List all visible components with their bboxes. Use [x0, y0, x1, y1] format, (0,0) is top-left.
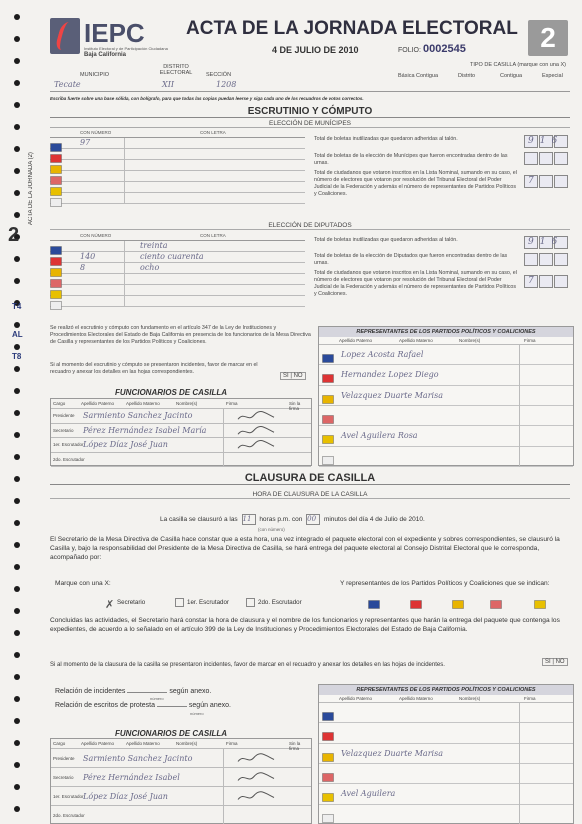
func-cargo: 1er. Escrutador: [53, 793, 84, 799]
total-value: 7: [528, 276, 540, 286]
binder-hole: [14, 278, 20, 284]
votes-row: [50, 274, 305, 285]
side-number: 2: [8, 224, 20, 246]
seccion-value[interactable]: 1208: [216, 80, 237, 89]
func-header-row: [51, 399, 311, 409]
tipo-especial: Especial: [542, 73, 563, 79]
escrutinio-paragraph-2: Si al momento del escrutinio y cómputo se presentaron incidentes, favor de marcar en el recuadro y anexar los detalles en las hojas correspondientes.: [50, 362, 258, 375]
dip-col-letra: CON LETRA: [200, 233, 226, 238]
votes-row: [50, 252, 305, 263]
folio-label: FOLIO:: [398, 47, 421, 54]
binder-hole: [14, 740, 20, 746]
reps-row: [319, 744, 573, 764]
party-logo-icon: [322, 810, 334, 824]
func-cargo: 2do. Escrutador: [53, 812, 85, 818]
func-cargo: 1er. Escrutador: [53, 442, 84, 448]
reps-title: REPRESENTANTES DE LOS PARTIDOS POLÍTICOS Y COALICIONES: [319, 327, 573, 337]
relacion-protesta: Relación de escritos de protesta según anexo.: [55, 702, 231, 709]
reps-row: [319, 723, 573, 743]
reps-col-header: Firma: [524, 696, 536, 701]
location-fill-row: [50, 80, 570, 92]
total-digit-box[interactable]: [554, 275, 568, 288]
party-logo-icon[interactable]: [410, 596, 424, 608]
func-col-header: Sin la firma: [289, 741, 301, 751]
func-row: [51, 787, 311, 806]
votes-row: [50, 193, 305, 204]
distrito-value[interactable]: XII: [162, 80, 175, 89]
marque-label: Marque con una X:: [55, 580, 111, 587]
funcionarios-title-2: FUNCIONARIOS DE CASILLA: [115, 729, 227, 738]
side-code-1: T4: [12, 302, 22, 311]
func-col-header: Cargo: [53, 401, 66, 406]
total-digit-box[interactable]: [539, 253, 553, 266]
votes-row: [50, 138, 305, 149]
binder-holes: [0, 0, 24, 824]
signature-icon: [236, 439, 276, 452]
tipo-contigua-2: Contigua: [500, 73, 523, 79]
party-logo-icon: [50, 297, 64, 306]
document-title: ACTA DE LA JORNADA ELECTORAL: [186, 18, 518, 39]
opt-2do-escrutador[interactable]: 2do. Escrutador: [246, 598, 302, 607]
con-numero-label: (con número): [258, 527, 285, 532]
votes-row: [50, 171, 305, 182]
clausura-title: CLAUSURA DE CASILLA: [50, 472, 570, 485]
binder-hole: [14, 168, 20, 174]
reps-col-header: Apellido Materno: [399, 696, 433, 701]
votes-row: [50, 160, 305, 171]
minutos-box[interactable]: 00: [306, 514, 320, 525]
side-code-2: AL: [12, 330, 23, 339]
binder-hole: [14, 388, 20, 394]
diputados-votes-table: [50, 240, 305, 307]
votes-row: [50, 241, 305, 252]
votes-number[interactable]: 8: [80, 263, 86, 272]
binder-hole: [14, 36, 20, 42]
party-logo-icon[interactable]: [490, 596, 504, 608]
reps-col-header: Apellido Paterno: [339, 338, 373, 343]
vertical-label: ACTA DE LA JORNADA (2): [28, 152, 34, 225]
clausura-paragraph-1: El Secretario de la Mesa Directiva de Casilla hace constar que a esta hora, una vez integrado el paquete electoral con el expediente y sobres correspondientes, se clausuró la Casilla y, bajo la responsabilidad del Presidente de la Mesa Directiva de Casilla, se hará entrega del paquete electoral al Consejo Distrital Electoral que le corresponda, acompañado por:: [50, 536, 560, 562]
func-cargo: Secretario: [53, 774, 74, 780]
func-cargo: 2do. Escrutador: [53, 456, 85, 462]
func-cargo: Presidente: [53, 413, 75, 419]
func-row: [51, 453, 311, 468]
dip-total-1: Total de boletas inutilizadas que quedaron adheridas al talón.: [314, 237, 458, 243]
reps-row: [319, 345, 573, 365]
munis-col-letra: CON LETRA: [200, 130, 226, 135]
votes-row: [50, 182, 305, 193]
party-logo-icon[interactable]: [452, 596, 466, 608]
seccion-label: SECCIÓN: [206, 72, 232, 78]
binder-hole: [14, 256, 20, 262]
func-cargo: Secretario: [53, 427, 74, 433]
reps-row: [319, 365, 573, 385]
binder-hole: [14, 322, 20, 328]
votes-row: [50, 263, 305, 274]
total-digit-box[interactable]: [554, 152, 568, 165]
votes-row: [50, 149, 305, 160]
binder-hole: [14, 630, 20, 636]
escrutinio-title: ESCRUTINIO Y CÓMPUTO: [50, 106, 570, 118]
relacion-incidentes: Relación de incidentes según anexo.: [55, 688, 212, 695]
votes-number[interactable]: 140: [80, 252, 96, 261]
binder-hole: [14, 718, 20, 724]
binder-hole: [14, 344, 20, 350]
func-row: [51, 424, 311, 439]
logo-subtitle: Instituto Electoral y de Participación Ciudadana: [84, 46, 168, 51]
func-col-header: Apellido Paterno: [81, 741, 115, 746]
reps-col-header: Apellido Materno: [399, 338, 433, 343]
votes-row: [50, 296, 305, 307]
document-date: 4 DE JULIO DE 2010: [272, 45, 359, 55]
party-logo-icon: [50, 139, 64, 148]
votes-words[interactable]: treinta: [140, 241, 168, 250]
total-digit-box[interactable]: [524, 253, 538, 266]
binder-hole: [14, 696, 20, 702]
func-col-header: Apellido Materno: [126, 401, 160, 406]
binder-hole: [14, 58, 20, 64]
binder-hole: [14, 520, 20, 526]
reps-title: REPRESENTANTES DE LOS PARTIDOS POLÍTICOS Y COALICIONES: [319, 685, 573, 695]
hora-clausura-title: HORA DE CLAUSURA DE LA CASILLA: [50, 491, 570, 499]
party-logo-icon[interactable]: [534, 596, 548, 608]
func-col-header: Cargo: [53, 741, 66, 746]
binder-hole: [14, 146, 20, 152]
municipio-value[interactable]: Tecate: [54, 80, 81, 89]
func-col-header: Firma: [226, 401, 238, 406]
func-col-header: Sin la firma: [289, 401, 301, 411]
total-digit-box[interactable]: [554, 253, 568, 266]
munis-total-1: Total de boletas inutilizadas que quedaron adheridas al talón.: [314, 136, 458, 142]
party-logo-icon: [50, 172, 64, 181]
func-name[interactable]: López Díaz José Juan: [83, 440, 168, 450]
func-name[interactable]: Pérez Hernández Isabel: [83, 772, 180, 782]
munis-total-2: Total de boletas de la elección de Munícipes que fueron encontradas dentro de las urnas.: [314, 153, 508, 166]
func-name[interactable]: López Díaz José Juan: [83, 791, 168, 801]
func-cargo: Presidente: [53, 755, 75, 761]
rep-name[interactable]: Hernandez Lopez Diego: [341, 370, 439, 380]
binder-hole: [14, 454, 20, 460]
side-code-3: T8: [12, 352, 22, 361]
rep-name[interactable]: Velazquez Duarte Marisa: [341, 390, 443, 400]
func-row: [51, 768, 311, 787]
binder-hole: [14, 542, 20, 548]
party-logo-icon: [50, 161, 64, 170]
rep-name[interactable]: Lopez Acosta Rafael: [341, 350, 424, 360]
binder-hole: [14, 674, 20, 680]
funcionarios-title-1: FUNCIONARIOS DE CASILLA: [115, 388, 227, 397]
reps-col-header: Nombre(s): [459, 696, 481, 701]
logo-mark-icon: [50, 18, 80, 54]
hora-box[interactable]: 11: [242, 514, 256, 525]
reps-col-header: Apellido Paterno: [339, 696, 373, 701]
opt-1er-escrutador[interactable]: 1er. Escrutador: [175, 598, 229, 607]
binder-hole: [14, 212, 20, 218]
tipo-distrito: Distrito: [458, 73, 476, 79]
votes-number[interactable]: 97: [80, 138, 91, 147]
reps-col-header-row: [319, 695, 573, 703]
funcionarios-table-2: [50, 738, 312, 824]
munis-title: ELECCIÓN DE MUNÍCIPES: [50, 120, 570, 128]
func-col-header: Firma: [226, 741, 238, 746]
party-logo-icon: [50, 242, 64, 251]
binder-hole: [14, 784, 20, 790]
binder-hole: [14, 564, 20, 570]
funcionarios-table-1: [50, 398, 312, 466]
total-value: 7: [528, 176, 540, 186]
signature-icon: [236, 410, 276, 423]
binder-hole: [14, 652, 20, 658]
binder-hole: [14, 586, 20, 592]
clausura-paragraph-3: Si al momento de la clausura de la casilla se presentaron incidentes, favor de marcar en el recuadro y anexar los detalles en las hojas de incidentes.: [50, 662, 445, 668]
func-name[interactable]: Sarmiento Sanchez Jacinto: [83, 411, 193, 421]
party-logo-icon: [50, 183, 64, 192]
func-name[interactable]: Pérez Hernández Isabel María: [83, 425, 207, 435]
dip-total-3: Total de ciudadanos que votaron inscritos en la Lista Nominal, sumando en su caso, el número de electores que votaron por resolución del Tribunal Electoral del Poder Judicial de la Federación y además el número de representantes de Partidos Políticos y Coaliciones.: [314, 270, 517, 297]
signature-icon: [236, 769, 276, 786]
total-digit-box[interactable]: [539, 152, 553, 165]
binder-hole: [14, 14, 20, 20]
func-col-header: Nombre(s): [176, 741, 198, 746]
total-value: 916: [528, 237, 564, 247]
total-digit-box[interactable]: [539, 275, 553, 288]
reps-row: [319, 703, 573, 723]
binder-hole: [14, 366, 20, 372]
tipo-basica: Básica: [398, 73, 415, 79]
func-col-header: Apellido Materno: [126, 741, 160, 746]
func-row: [51, 409, 311, 424]
hora-line: La casilla se clausuró a las 11 horas p.m. con 00 minutos del día 4 de Julio de 2010.: [160, 515, 425, 524]
numero-label-1: número: [150, 696, 164, 701]
dip-col-num: CON NÚMERO: [80, 233, 112, 238]
reps-row: [319, 805, 573, 824]
distrito-label: DISTRITO ELECTORAL: [159, 64, 193, 76]
votes-words[interactable]: ciento cuarenta: [140, 252, 204, 261]
numero-label-2: número: [190, 711, 204, 716]
binder-hole: [14, 608, 20, 614]
party-logo-icon: [50, 264, 64, 273]
munis-col-num: CON NÚMERO: [80, 130, 112, 135]
reps-col-header: Nombre(s): [459, 338, 481, 343]
func-row: [51, 438, 311, 453]
munis-votes-table: [50, 137, 305, 204]
func-col-header: Apellido Paterno: [81, 401, 115, 406]
party-logo-icon: [50, 286, 64, 295]
municipio-label: MUNICIPIO: [80, 72, 110, 78]
func-col-header: Nombre(s): [176, 401, 198, 406]
clausura-paragraph-2: Concluidas las actividades, el Secretario hará constar la hora de clausura y el nombre de los funcionarios y representantes que harán la entrega del paquete que contenga los expedientes, de acuerdo a lo señalado en el artículo 399 de la Ley de Instituciones y Procedimientos Electorales del Estado de Baja California.: [50, 617, 560, 634]
dip-total-2: Total de boletas de la elección de Diputados que fueron encontradas dentro de las urnas.: [314, 253, 508, 266]
reps-row: [319, 447, 573, 467]
tipo-contigua-1: Contigua: [416, 73, 439, 79]
reps-row: [319, 406, 573, 426]
diputados-title: ELECCIÓN DE DIPUTADOS: [50, 222, 570, 230]
incidentes-si-1[interactable]: SI | NO: [280, 372, 306, 380]
rep-name[interactable]: Avel Aguilera Rosa: [341, 431, 418, 441]
reps-row: [319, 386, 573, 406]
representantes-label: Y representantes de los Partidos Políticos y Coaliciones que se indican:: [340, 580, 550, 587]
binder-hole: [14, 80, 20, 86]
binder-hole: [14, 124, 20, 130]
iepc-logo: [50, 18, 180, 60]
signature-icon: [236, 425, 276, 438]
binder-hole: [14, 432, 20, 438]
signature-icon: [236, 788, 276, 805]
logo-state: Baja California: [84, 52, 127, 58]
reps-row: [319, 764, 573, 784]
reps-col-header-row: [319, 337, 573, 345]
total-digit-box[interactable]: [524, 152, 538, 165]
sheet-number: 2: [528, 20, 568, 56]
func-row: [51, 806, 311, 824]
binder-hole: [14, 476, 20, 482]
func-name[interactable]: Sarmiento Sanchez Jacinto: [83, 753, 193, 763]
logo-title: IEPC: [84, 18, 145, 48]
party-logo-icon: [322, 452, 334, 470]
signature-icon: [236, 750, 276, 767]
representantes-table-2: [318, 684, 574, 824]
party-logo-icon[interactable]: [368, 596, 382, 608]
munis-total-3: Total de ciudadanos que votaron inscritos en la Lista Nominal, sumando en su caso, el número de electores que votaron por resolución del Tribunal Electoral del Poder Judicial de la Federación y además el número de representantes de Partidos Políticos y Coaliciones.: [314, 170, 517, 197]
binder-hole: [14, 410, 20, 416]
incidentes-si-2[interactable]: SI | NO: [542, 658, 568, 666]
rep-name[interactable]: Avel Aguilera: [341, 789, 396, 799]
binder-hole: [14, 806, 20, 812]
party-logo-icon: [50, 253, 64, 262]
binder-hole: [14, 762, 20, 768]
instruction-note: Escriba fuerte sobre una base sólida, con bolígrafo, para que todas las copias puedan leerse y siga cada uno de los recuadros de votos correctos.: [50, 96, 364, 101]
votes-row: [50, 285, 305, 296]
func-header-row: [51, 739, 311, 749]
total-digit-box[interactable]: [539, 175, 553, 188]
votes-words[interactable]: ocho: [140, 263, 160, 272]
party-logo-icon: [50, 275, 64, 284]
total-value: 916: [528, 136, 564, 146]
opt-secretario[interactable]: ✗ Secretario: [105, 599, 146, 611]
reps-col-header: Firma: [524, 338, 536, 343]
reps-row: [319, 426, 573, 446]
rep-name[interactable]: Velazquez Duarte Marisa: [341, 748, 443, 758]
representantes-table-1: [318, 326, 574, 466]
total-digit-box[interactable]: [554, 175, 568, 188]
escrutinio-paragraph-1: Se realizó el escrutinio y cómputo con fundamento en el artículo 347 de la Ley de Instituciones y Procedimientos Electorales del Estado de Baja California en presencia de los funcionarios de la Mesa Directiva de Casilla y representantes de los Partidos Políticos y Coaliciones.: [50, 325, 311, 345]
binder-hole: [14, 102, 20, 108]
party-logo-icon: [50, 194, 64, 203]
reps-row: [319, 784, 573, 804]
tipo-casilla-label: TIPO DE CASILLA (marque con una X): [470, 62, 566, 68]
party-logo-icon: [50, 150, 64, 159]
binder-hole: [14, 498, 20, 504]
folio-number: 0002545: [423, 43, 466, 55]
binder-hole: [14, 190, 20, 196]
func-row: [51, 749, 311, 768]
